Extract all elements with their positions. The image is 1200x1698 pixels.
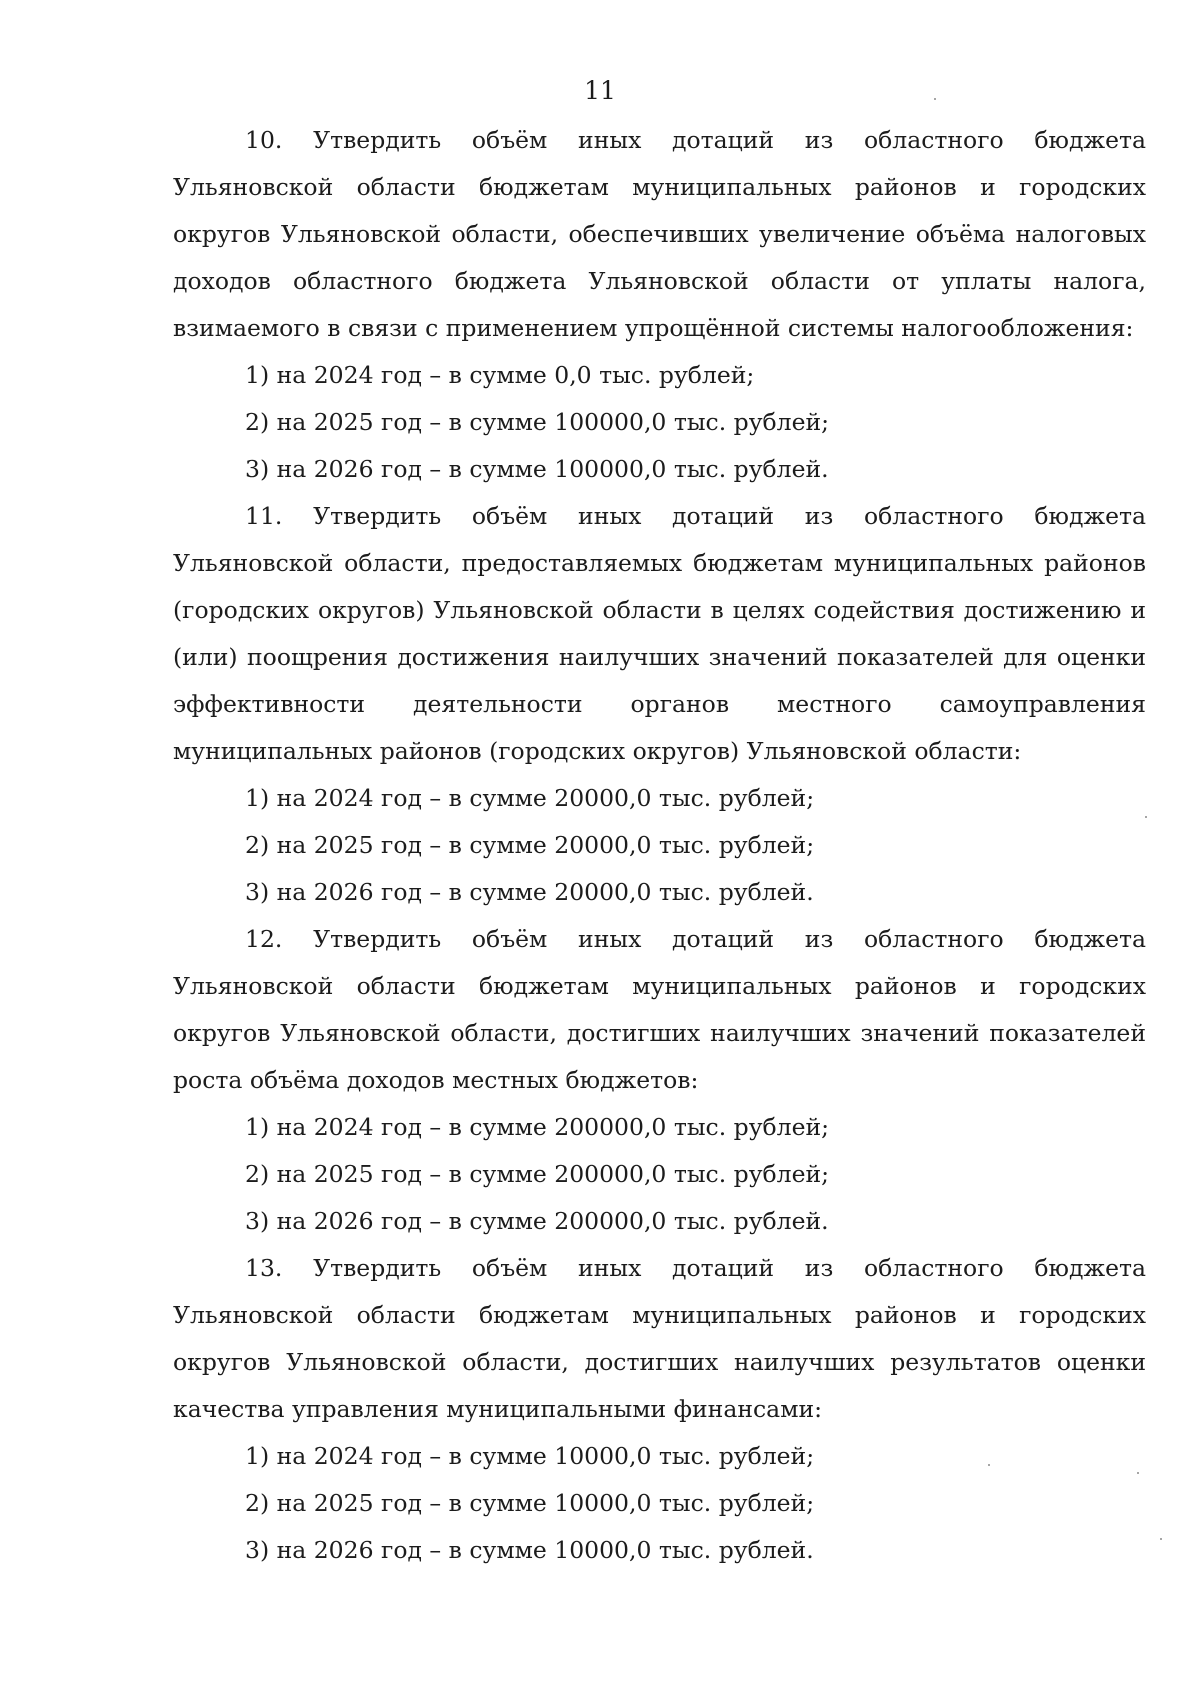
list-item: 1) на 2024 год – в сумме 0,0 тыс. рублей; xyxy=(245,361,755,389)
article-body: Утвердить объём иных дотаций из областного бюджета Ульяновской области, предоставляемых бюджетам муниципальных районов (городских округов) Ульяновской области в целях содействия достижению и (или) поощрения достижения наилучших значений показателей для оценки эффективности деятельности органов местного самоуправления муниципальных районов (городских округов) Ульяновской области: xyxy=(173,502,1146,765)
list-item: 2) на 2025 год – в сумме 100000,0 тыс. рублей; xyxy=(245,408,830,436)
article-number: 13. xyxy=(245,1254,283,1282)
article-number: 10. xyxy=(245,126,283,154)
list-item: 3) на 2026 год – в сумме 200000,0 тыс. рублей. xyxy=(245,1207,829,1235)
article-body: Утвердить объём иных дотаций из областного бюджета Ульяновской области бюджетам муниципальных районов и городских округов Ульяновской области, обеспечивших увеличение объёма налоговых доходов областного бюджета Ульяновской области от уплаты налога, взимаемого в связи с применением упрощённой системы налогообложения: xyxy=(173,126,1146,342)
page-number: 11 xyxy=(584,76,616,105)
list-item: 2) на 2025 год – в сумме 20000,0 тыс. рублей; xyxy=(245,831,815,859)
scan-speck xyxy=(988,1464,990,1466)
list-item: 1) на 2024 год – в сумме 20000,0 тыс. рублей; xyxy=(245,784,815,812)
article-text xyxy=(173,117,1146,352)
article-body: Утвердить объём иных дотаций из областного бюджета Ульяновской области бюджетам муниципальных районов и городских округов Ульяновской области, достигших наилучших значений показателей роста объёма доходов местных бюджетов: xyxy=(173,925,1146,1094)
article-text xyxy=(173,916,1146,1104)
list-item: 3) на 2026 год – в сумме 20000,0 тыс. рублей. xyxy=(245,878,814,906)
article-12 xyxy=(173,916,1146,1245)
list-item: 3) на 2026 год – в сумме 10000,0 тыс. рублей. xyxy=(245,1536,814,1564)
article-body: Утвердить объём иных дотаций из областного бюджета Ульяновской области бюджетам муниципальных районов и городских округов Ульяновской области, достигших наилучших результатов оценки качества управления муниципальными финансами: xyxy=(173,1254,1146,1423)
list-item: 1) на 2024 год – в сумме 10000,0 тыс. рублей; xyxy=(245,1442,815,1470)
scan-speck xyxy=(1160,1538,1162,1540)
article-13 xyxy=(173,1245,1146,1574)
list-item: 3) на 2026 год – в сумме 100000,0 тыс. рублей. xyxy=(245,455,829,483)
scan-speck xyxy=(934,98,936,100)
article-text xyxy=(173,493,1146,775)
list-item: 2) на 2025 год – в сумме 10000,0 тыс. рублей; xyxy=(245,1489,815,1517)
article-10 xyxy=(173,117,1146,493)
list-item: 2) на 2025 год – в сумме 200000,0 тыс. рублей; xyxy=(245,1160,830,1188)
scan-speck xyxy=(1137,1472,1139,1474)
scan-speck xyxy=(1145,816,1147,818)
article-number: 11. xyxy=(245,502,283,530)
article-text xyxy=(173,1245,1146,1433)
article-number: 12. xyxy=(245,925,283,953)
article-11 xyxy=(173,493,1146,916)
document-body xyxy=(173,117,1146,1574)
list-item: 1) на 2024 год – в сумме 200000,0 тыс. рублей; xyxy=(245,1113,830,1141)
